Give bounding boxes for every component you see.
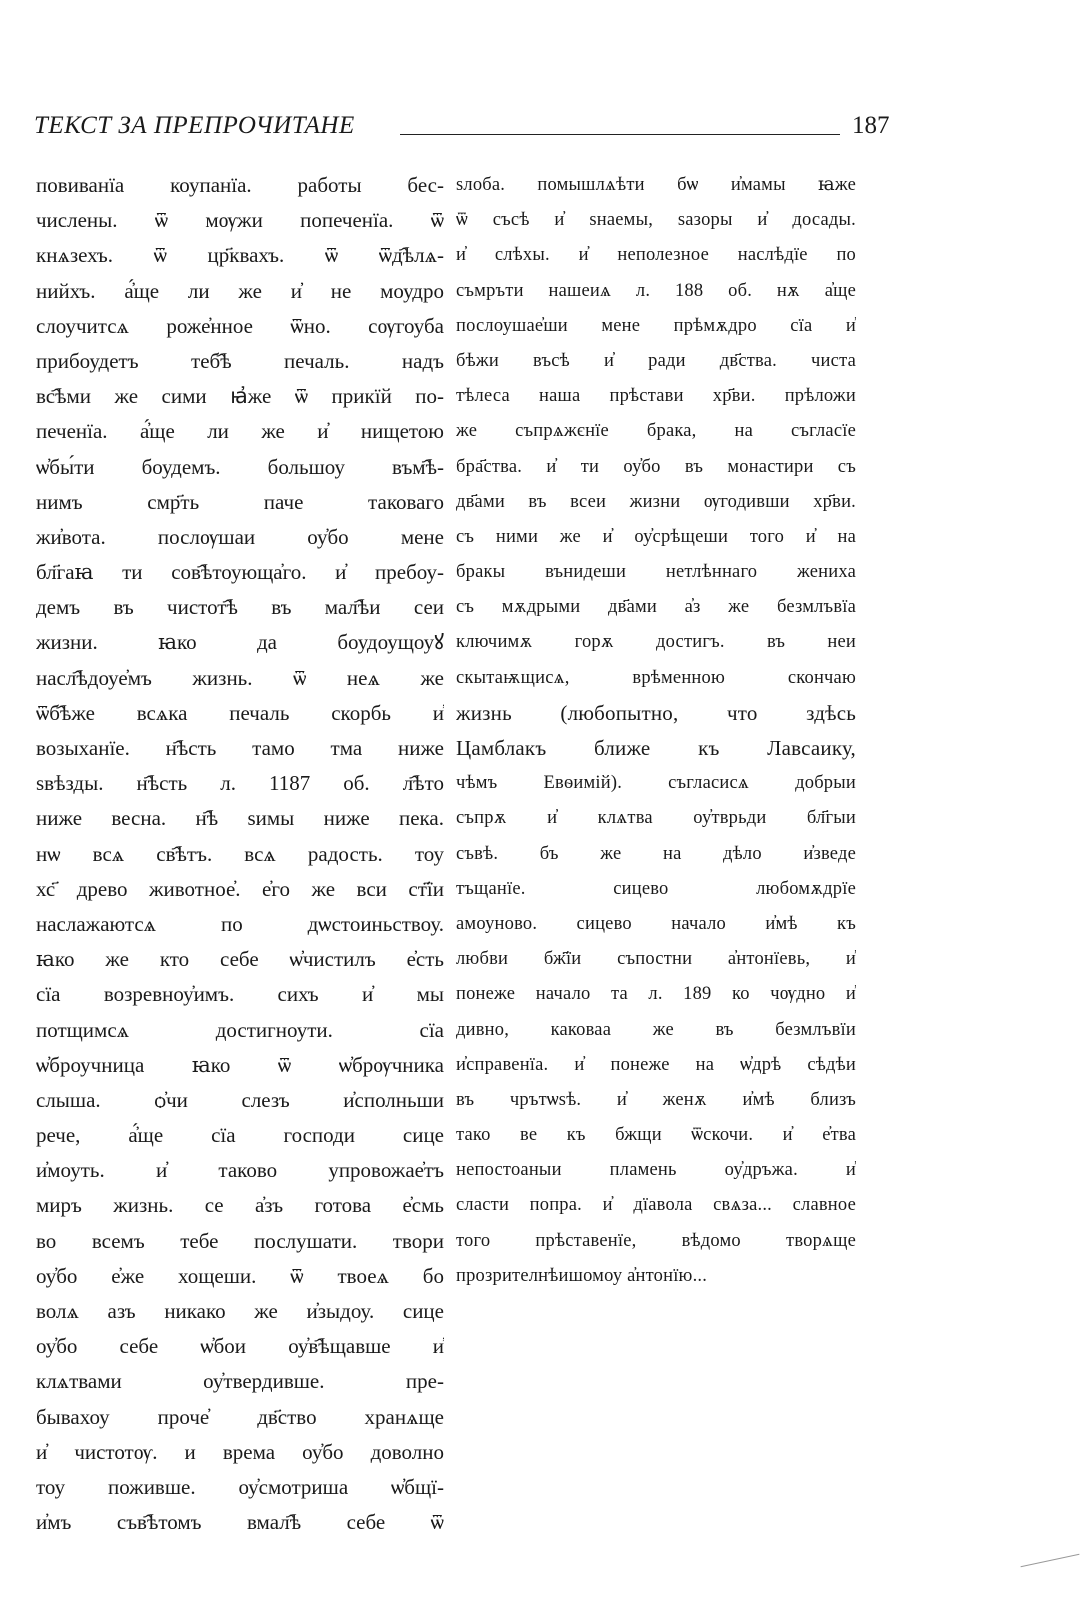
text-line: съмръти нашеиѧ л. 188 об. нѫ а҆ще bbox=[456, 280, 856, 301]
text-line: наслажаютсѧ по дѡстоиньствоу. bbox=[36, 911, 444, 936]
text-line: жизнь (любопытно, что здѣсь bbox=[456, 700, 856, 725]
running-header bbox=[34, 112, 890, 156]
text-line: клѧтвами оу҆твердивше. пре- bbox=[36, 1369, 444, 1394]
text-line: и҆мъ съв҄ѣтомъ вмал҄ѣ себе ѿ bbox=[36, 1510, 444, 1535]
text-line: ѿб҄ѣже всѧка печаль скорбь и҆ bbox=[36, 700, 444, 725]
text-line: бра҃ства. и҆ ти оу҆бо въ монастири съ bbox=[456, 456, 856, 477]
text-line: и҆ слѣхы. и҆ неполезное наслѣдїе по bbox=[456, 245, 856, 266]
text-line: хс҃ древо животное҆. е҆го же вси ст҃їи bbox=[36, 876, 444, 901]
text-line: вс҄ѣми же сими ꙗ҆же ѿ прикїй по- bbox=[36, 384, 444, 409]
text-line: и҆справенїа. и҆ понеже на ѡ҆дрѣ сѣдѣи bbox=[456, 1054, 856, 1075]
text-line: и҆ чистотѹ. и врема оу҆бо доволно bbox=[36, 1439, 444, 1464]
text-line: жи҆вота. послѹшаи оу҆бо мене bbox=[36, 524, 444, 549]
text-line: жизни. ꙗко да боудоущоуꙋ bbox=[36, 630, 444, 655]
text-line: съ мѫдрыми дв҃ами а҆з же безмлъвїа bbox=[456, 597, 856, 618]
text-line: возыханїе. н҄ѣсть тамо тма ниже bbox=[36, 736, 444, 760]
text-line: сїа возревноу҆имъ. сихъ и҆ мы bbox=[36, 982, 444, 1007]
text-line: ѡ҆броучница ꙗко ѿ ѡ҆брѹчника bbox=[36, 1052, 444, 1077]
text-line: тѣлеса наша прѣстави хр҃ви. прѣложи bbox=[456, 386, 856, 407]
text-line: съпрѫ и҆ клѧтва оу҆тврьди бл҃гыи bbox=[456, 808, 856, 829]
text-line: скытаѭщисѧ, врѣменною скончаю bbox=[456, 667, 856, 688]
running-title: ТЕКСТ ЗА ПРЕПРОЧИТАНЕ bbox=[34, 112, 355, 139]
text-line: дв҃ами въ всеи жизни ѹгодивши хр҃ви. bbox=[456, 491, 856, 512]
text-line: бѣжи въсѣ и҆ ради дв҃ства. чиста bbox=[456, 350, 856, 371]
left-text-column bbox=[36, 168, 444, 1540]
text-line: тако ве къ бжщи ѿскочи. и҆ е҆тва bbox=[456, 1125, 856, 1146]
text-line: кнѧзехъ. ѿ цр҃квахъ. ѿ ѿд҄ѣлѧ- bbox=[36, 243, 444, 268]
text-line: того прѣставенїе, вѣдомо творѧще bbox=[456, 1230, 856, 1251]
text-line: ниже весна. н҄ѣ ѕимы ниже пека. bbox=[36, 806, 444, 831]
text-line: дивно, каковаа же въ безмлъвїи bbox=[456, 1019, 856, 1040]
text-line: амоуново. сицево начало и҆мѣ къ bbox=[456, 913, 856, 934]
text-line: ѕлоба. помышлѧѣти бѡ и҆мамы ꙗже bbox=[456, 175, 856, 195]
text-line: ѿ съсѣ и҆ ѕнаемы, ѕазоры и҆ досады. bbox=[456, 210, 856, 231]
text-line: печенїа. а҆́ще ли же и҆ нищетою bbox=[36, 419, 444, 444]
text-line: тоу поживше. оу҆смотриша ѡ҆бщї- bbox=[36, 1474, 444, 1499]
text-line: насл҄ѣдоуе҆мъ жизнь. ѿ неѧ же bbox=[36, 665, 444, 690]
text-line: демъ въ чистот҄ѣ въ мал҄ѣи сеи bbox=[36, 595, 444, 620]
text-line: бывахоу проче҆ дв҃ство хранѧще bbox=[36, 1404, 444, 1429]
text-line: съ ними же и҆ оу҆срѣщеши того и҆ на bbox=[456, 526, 856, 547]
text-line: потщимсѧ достигноути. сїа bbox=[36, 1017, 444, 1042]
text-line: прозрителнѣишомоу а҆нтонїю... bbox=[456, 1265, 708, 1286]
text-line: въ чрътѡѕѣ. и҆ женѫ и҆мѣ близъ bbox=[456, 1089, 856, 1110]
text-line: прибоудетъ теб҄ѣ печаль. надъ bbox=[36, 348, 444, 373]
text-line: же съпрѧжєнїе брака, на съгласїе bbox=[456, 421, 856, 442]
text-line: волѧ азъ никако же и҆зыдоу. сице bbox=[36, 1299, 444, 1323]
text-line: ключимѫ горѫ достигъ. въ неи bbox=[456, 632, 856, 653]
text-line: миръ жизнь. се а҆зъ готова е҆смь bbox=[36, 1193, 444, 1218]
text-line: бл҃гаꙗ ти сов҄ѣтоующа҆го. и҆ пребоу- bbox=[36, 560, 444, 585]
text-line: числены. ѿ мѹжи попеченїа. ѿ bbox=[36, 208, 444, 233]
text-line: нѡ всѧ св҄ѣтъ. всѧ радость. тоу bbox=[36, 841, 444, 866]
text-line: понеже начало та л. 189 ко чѹдно и҆ bbox=[456, 984, 856, 1005]
text-line: во всемъ тебе послушати. твори bbox=[36, 1228, 444, 1253]
text-line: бракы вънидеши нетлѣннаго жениха bbox=[456, 562, 856, 583]
text-line: и҆моуть. и҆ таково упровожае҆тъ bbox=[36, 1158, 444, 1183]
text-line: рече, а҆́ще сїа господи сице bbox=[36, 1123, 444, 1148]
page-number: 187 bbox=[852, 112, 890, 139]
text-line: слыша. ѻ҆чи слезъ и҆сполньши bbox=[36, 1087, 444, 1112]
text-line: ѕвѣзды. н҄ѣсть л. 1187 об. л҄ѣто bbox=[36, 771, 444, 796]
text-line: непостоаныи пламень оу҆дръжа. и҆ bbox=[456, 1160, 856, 1181]
text-line: повиванїа коупанїа. работы бес- bbox=[36, 173, 444, 197]
text-line: нийхъ. а҆́ще ли же и҆ не моудро bbox=[36, 278, 444, 303]
page-edge-mark bbox=[1021, 1554, 1080, 1567]
text-line: Цамблакъ ближе къ Лавсаику, bbox=[456, 736, 856, 760]
header-rule bbox=[400, 134, 840, 135]
text-line: тъщанїе. сицево любомѫдрїе bbox=[456, 878, 856, 899]
text-line: послоушае҆ши мене прѣмѫдро сїа и҆ bbox=[456, 315, 856, 336]
text-line: нимъ смр҃ть паче таковаго bbox=[36, 489, 444, 514]
text-line: оу҆бо е҆же хощеши. ѿ твоеѧ бо bbox=[36, 1263, 444, 1288]
text-line: ꙗко же кто себе ѡ҆чистилъ е҆сть bbox=[36, 947, 444, 972]
text-line: ѡ҆бы́ти боудемъ. большоу въм҄ѣ- bbox=[36, 454, 444, 479]
text-line: сласти попра. и҆ дїавола свѧза... славное bbox=[456, 1195, 856, 1216]
right-text-column bbox=[456, 168, 856, 1294]
text-line: съвѣ. бъ же на дѣло и҆зведе bbox=[456, 843, 856, 864]
text-line: слоучитсѧ роже҆нное ѿно. сѹгоуба bbox=[36, 313, 444, 338]
text-line: оу҆бо себе ѡ҆бои оу҆в҄ѣщавше и҆ bbox=[36, 1334, 444, 1359]
text-line: чѣмъ Евѳимій). съгласисѧ добрыи bbox=[456, 773, 856, 794]
text-line: любви бж҃їи съпостни а҆нтонїевь, и҆ bbox=[456, 949, 856, 970]
